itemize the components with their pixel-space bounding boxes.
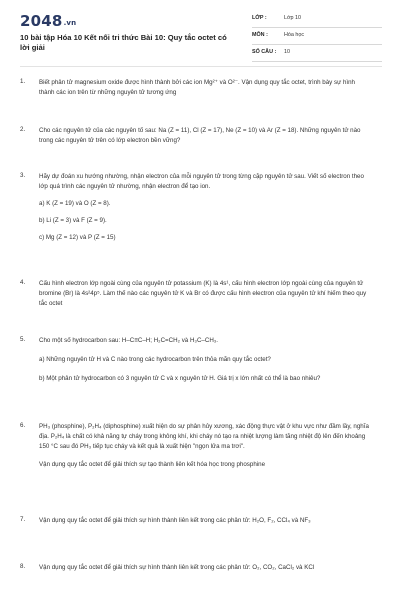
meta-row-subject: [252, 30, 382, 45]
meta-row-count: [252, 47, 382, 62]
document-title: 10 bài tập Hóa 10 Kết nối tri thức Bài 10: Quy tắc octet có lời giải: [20, 33, 227, 52]
question-body: [39, 126, 369, 146]
question-number: 4.: [20, 279, 26, 286]
site-logo[interactable]: [20, 12, 76, 30]
sub-question: b) Một phân tử hydrocarbon có 3 nguyên tử C và x nguyên tử H. Giá trị x lớn nhất có thể là bao nhiêu?: [39, 375, 321, 382]
question-number: 7.: [20, 516, 26, 523]
header: [0, 0, 400, 60]
meta-value: Lớp 10: [284, 15, 302, 21]
question-text: Hãy dự đoán xu hướng nhường, nhận electron của mỗi nguyên tử trong từng cặp nguyên tử sau. Viết số electron theo lớp quá trình các nguyên tử nhường, nhận electron để tạo ion.: [39, 173, 364, 190]
question-body: [39, 516, 369, 526]
question-number: 1.: [20, 78, 26, 85]
question-number: 6.: [20, 422, 26, 429]
question-body: [39, 422, 369, 470]
meta-label: LỚP :: [252, 15, 267, 21]
question-text: PH₃ (phosphine), P₂H₄ (diphosphine) xuất hiện do sự phân hủy xương, xác động thực vật ở khu vực như đầm lầy, nghĩa địa. P₂H₄ là chất có khả năng tự cháy trong không khí, khi cháy nó tạo ra nhiệt lượng làm tăng nhiệt độ lên đến khoảng 150 °C sau đó PH₃ tiếp tục cháy và kết quả là xuất hiện "ngọn lửa ma trơi".: [39, 423, 369, 450]
meta-row-class: [252, 13, 382, 28]
sub-question: a) Những nguyên tử H và C nào trong các hydrocarbon trên thỏa mãn quy tắc octet?: [39, 356, 271, 363]
question-text: Cấu hình electron lớp ngoài cùng của nguyên tử potassium (K) là 4s¹, cấu hình electron lớp ngoài cùng của nguyên tử bromine (Br) là 4s²4p⁵. Làm thế nào các nguyên tử K và Br có được cấu hình electron của nguyên tử khí hiếm theo quy tắc octet: [39, 280, 367, 307]
question-text: Cho các nguyên tử của các nguyên tố sau: Na (Z = 11), Cl (Z = 17), Ne (Z = 10) và Ar (Z = 18). Những nguyên tử nào trong các nguyên tử trên có lớp electron bền vững?: [39, 127, 361, 144]
sub-question: Vận dụng quy tắc octet để giải thích sự tạo thành liên kết hóa học trong phosphine: [39, 461, 266, 468]
logo-tld: .vn: [63, 19, 77, 27]
meta-label: MÔN :: [252, 32, 268, 38]
question-body: [39, 78, 369, 98]
question-number: 8.: [20, 563, 26, 570]
question-number: 2.: [20, 126, 26, 133]
question-text: Cho một số hydrocarbon sau: H–C≡C–H; H₂C=CH₂ và H₃C–CH₃.: [39, 337, 219, 344]
question-number: 3.: [20, 172, 26, 179]
question-text: Vận dụng quy tắc octet để giải thích sự hình thành liên kết trong các phân tử: O₂, CO₂, CaCl₂ và KCl: [39, 564, 315, 571]
meta-info: [252, 13, 382, 64]
sub-question: a) K (Z = 19) và O (Z = 8).: [39, 200, 111, 207]
meta-value: Hóa học: [284, 32, 305, 38]
logo-text: 2048: [20, 12, 63, 30]
sub-question: c) Mg (Z = 12) và P (Z = 15): [39, 234, 116, 241]
question-text: Biết phân tử magnesium oxide được hình thành bởi các ion Mg²⁺ và O²⁻. Vận dụng quy tắc octet, trình bày sự hình thành các ion trên từ những nguyên tử tương ứng: [39, 79, 355, 96]
question-number: 5.: [20, 336, 26, 343]
question-body: [39, 563, 369, 573]
question-body: [39, 279, 369, 309]
question-body: [39, 336, 369, 384]
header-divider: [20, 66, 382, 67]
question-body: [39, 172, 369, 243]
question-text: Vận dụng quy tắc octet để giải thích sự hình thành liên kết trong các phân tử: H₂O, F₂, CCl₄ và NF₃: [39, 517, 311, 524]
meta-value: 10: [284, 49, 290, 55]
sub-question: b) Li (Z = 3) và F (Z = 9).: [39, 217, 107, 224]
meta-label: SỐ CÂU :: [252, 49, 277, 55]
